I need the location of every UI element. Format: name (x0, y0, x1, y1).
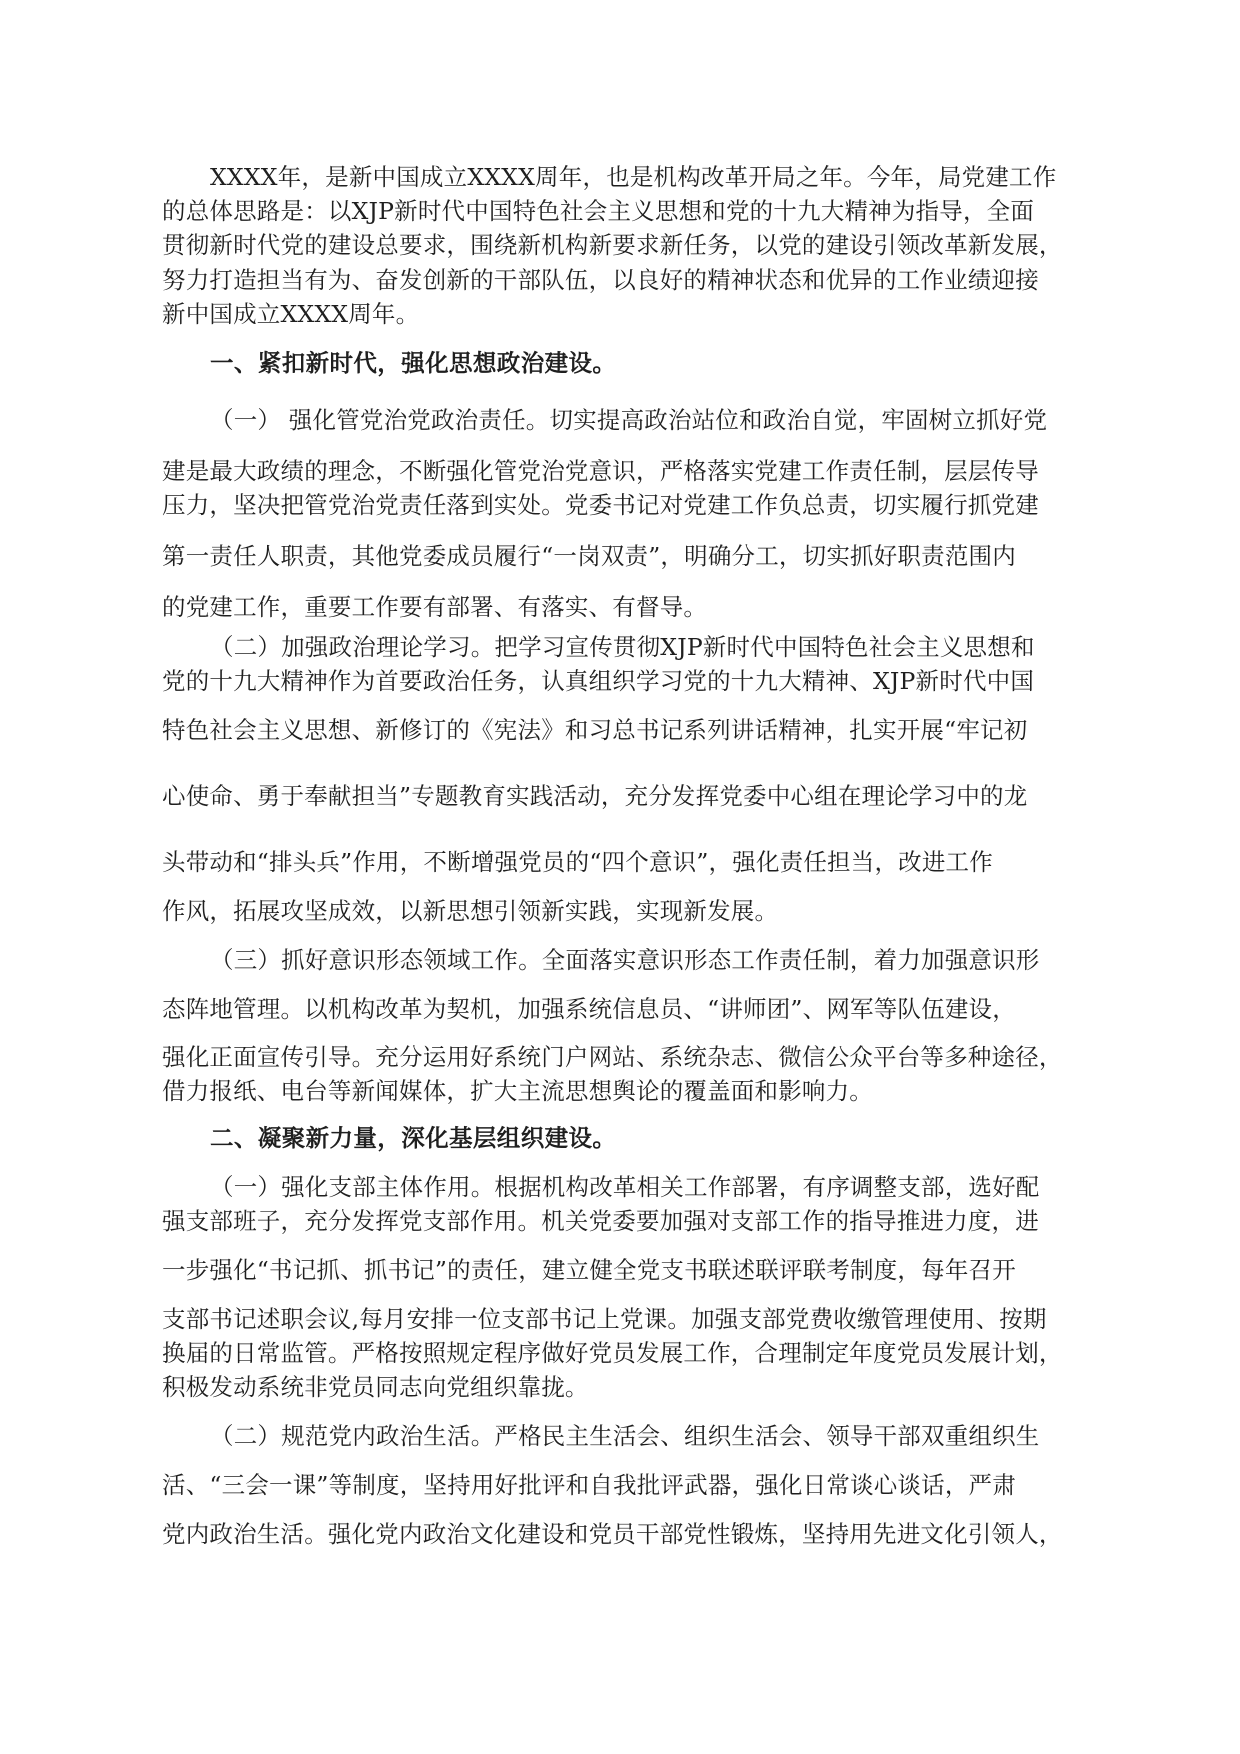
s2p2-line-1: （二）规范党内政治生活。严格民主生活会、组织生活会、领导干部双重组织生 (210, 1422, 1040, 1450)
s2p2-line-2: 活、“三会一课”等制度，坚持用好批评和自我批评武器，强化日常谈心谈话，严肃 (162, 1471, 1016, 1499)
intro-line-4: 努力打造担当有为、奋发创新的干部队伍，以良好的精神状态和优异的工作业绩迎接 (162, 266, 1039, 294)
s1p1-line-4: 第一责任人职责，其他党委成员履行“一岗双责”，明确分工，切实抓好职责范围内 (162, 542, 1016, 570)
s1p2-line-4: 心使命、勇于奉献担当”专题教育实践活动，充分发挥党委中心组在理论学习中的龙 (162, 782, 1028, 810)
s1p2-line-1: （二）加强政治理论学习。把学习宣传贯彻XJP新时代中国特色社会主义思想和 (210, 633, 1035, 661)
s2p1-line-1: （一）强化支部主体作用。根据机构改革相关工作部署，有序调整支部，选好配 (210, 1173, 1040, 1201)
s2p1-line-6: 积极发动系统非党员同志向党组织靠拢。 (162, 1373, 589, 1401)
s2p1-line-2: 强支部班子，充分发挥党支部作用。机关党委要加强对支部工作的指导推进力度，进 (162, 1207, 1039, 1235)
s1p1-line-5: 的党建工作，重要工作要有部署、有落实、有督导。 (162, 593, 708, 621)
intro-line-1: XXXX年，是新中国成立XXXX周年，也是机构改革开局之年。今年，局党建工作 (210, 163, 1057, 191)
section-1-heading: 一、紧扣新时代，强化思想政治建设。 (210, 349, 617, 377)
s2p1-line-4: 支部书记述职会议,每月安排一位支部书记上党课。加强支部党费收缴管理使用、按期 (162, 1305, 1047, 1333)
intro-line-5: 新中国成立XXXX周年。 (162, 300, 420, 328)
s1p2-line-2: 党的十九大精神作为首要政治任务，认真组织学习党的十九大精神、XJP新时代中国 (162, 667, 1035, 695)
intro-line-3: 贯彻新时代党的建设总要求，围绕新机构新要求新任务，以党的建设引领改革新发展， (162, 231, 1063, 259)
s1p3-line-2: 态阵地管理。以机构改革为契机，加强系统信息员、“讲师团”、网军等队伍建设， (162, 995, 1016, 1023)
s1p1-line-1: （一） 强化管党治党政治责任。切实提高政治站位和政治自觉，牢固树立抓好党 (210, 406, 1048, 434)
s1p3-line-4: 借力报纸、电台等新闻媒体，扩大主流思想舆论的覆盖面和影响力。 (162, 1077, 873, 1105)
s2p1-line-5: 换届的日常监管。严格按照规定程序做好党员发展工作，合理制定年度党员发展计划， (162, 1339, 1063, 1367)
s1p2-line-6: 作风，拓展攻坚成效，以新思想引领新实践，实现新发展。 (162, 897, 779, 925)
s1p3-line-1: （三）抓好意识形态领域工作。全面落实意识形态工作责任制，着力加强意识形 (210, 946, 1040, 974)
section-2-heading: 二、凝聚新力量，深化基层组织建设。 (210, 1124, 617, 1152)
s2p2-line-3: 党内政治生活。强化党内政治文化建设和党员干部党性锻炼，坚持用先进文化引领人， (162, 1520, 1063, 1548)
intro-line-2: 的总体思路是：以XJP新时代中国特色社会主义思想和党的十九大精神为指导，全面 (162, 197, 1035, 225)
s2p1-line-3: 一步强化“书记抓、抓书记”的责任，建立健全党支书联述联评联考制度，每年召开 (162, 1256, 1016, 1284)
s1p2-line-5: 头带动和“排头兵”作用，不断增强党员的“四个意识”，强化责任担当，改进工作 (162, 848, 993, 876)
s1p3-line-3: 强化正面宣传引导。充分运用好系统门户网站、系统杂志、微信公众平台等多种途径， (162, 1043, 1063, 1071)
s1p1-line-2: 建是最大政绩的理念，不断强化管党治党意识，严格落实党建工作责任制，层层传导 (162, 457, 1039, 485)
s1p1-line-3: 压力，坚决把管党治党责任落到实处。党委书记对党建工作负总责，切实履行抓党建 (162, 491, 1039, 519)
s1p2-line-3: 特色社会主义思想、新修订的《宪法》和习总书记系列讲话精神，扎实开展“牢记初 (162, 716, 1028, 744)
